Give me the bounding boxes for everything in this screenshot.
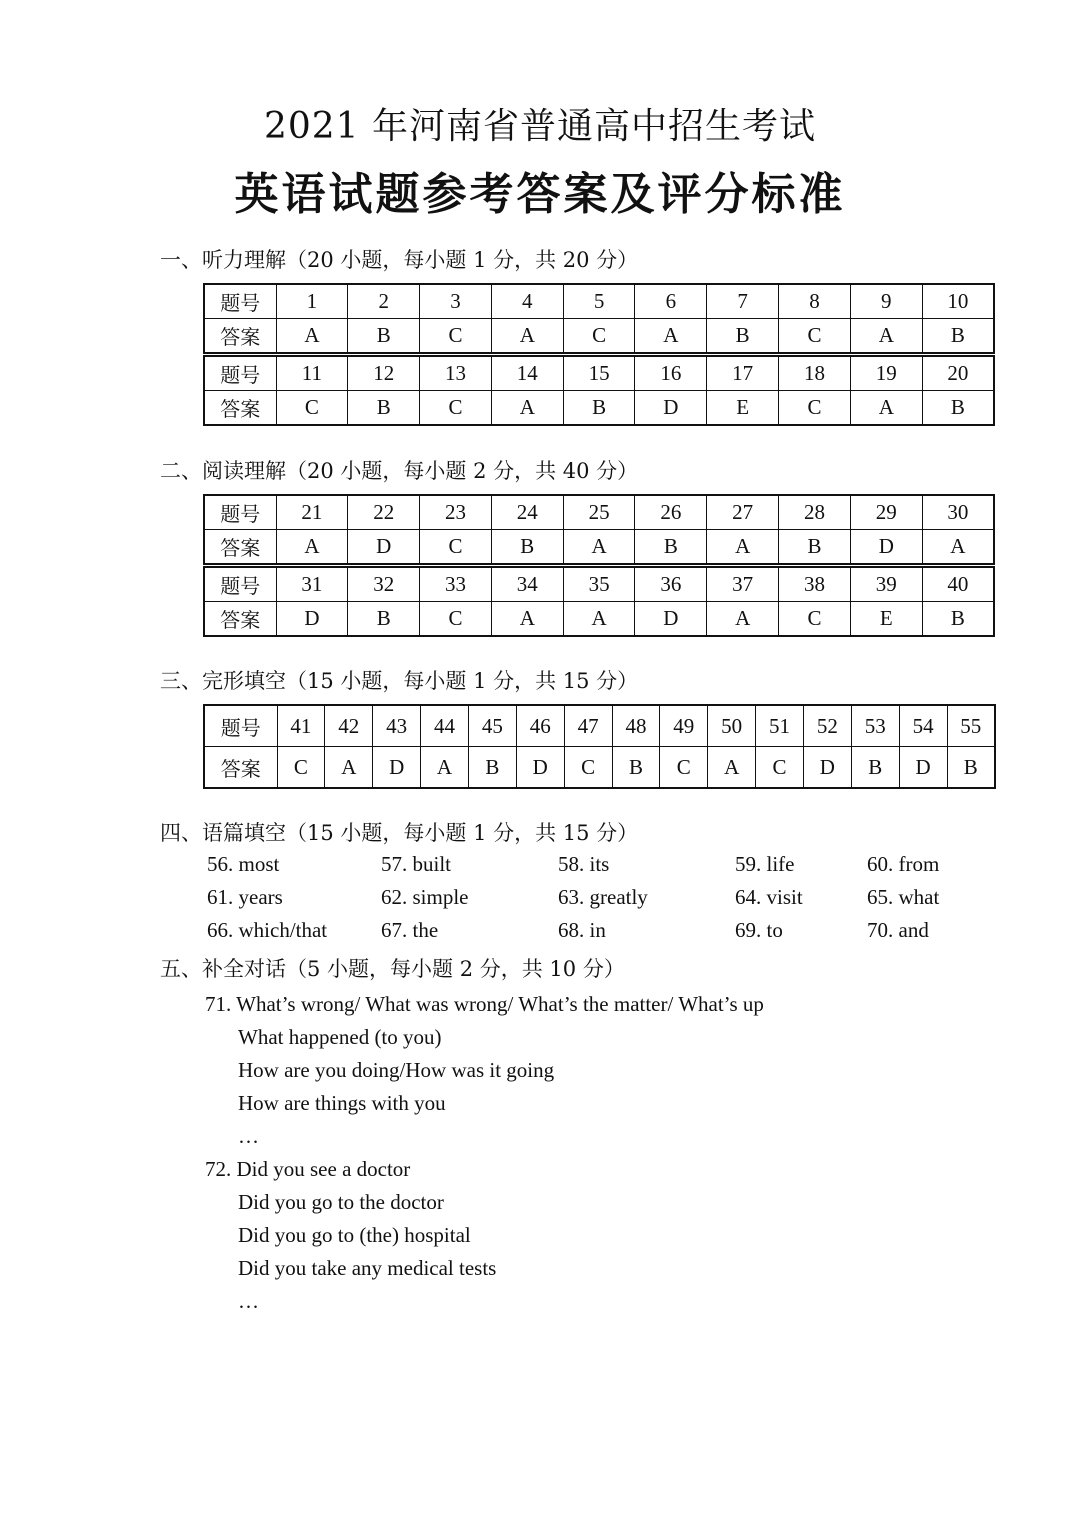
question-number: 49 [660, 705, 708, 747]
ellipsis: … [238, 1124, 259, 1148]
dialogue-answers [205, 988, 764, 1318]
answer-cell: C [779, 319, 851, 355]
answer-cell: A [707, 530, 779, 566]
answer-cell: D [850, 530, 922, 566]
question-number: 28 [779, 495, 851, 530]
cloze-answer-table [203, 704, 996, 789]
question-number: 53 [851, 705, 899, 747]
question-number: 18 [779, 355, 851, 391]
answer-cell: C [420, 319, 492, 355]
answer-row [207, 885, 1007, 918]
question-number: 45 [468, 705, 516, 747]
question-number: 40 [922, 566, 994, 602]
answer-cell: B [491, 530, 563, 566]
answer-line: Did you take any medical tests [238, 1256, 497, 1280]
answer-cell: A [707, 602, 779, 637]
question-number: 12 [348, 355, 420, 391]
answer-item: 59. life [735, 852, 795, 876]
question-number: 29 [850, 495, 922, 530]
question-number: 54 [899, 705, 947, 747]
question-number: 11 [276, 355, 348, 391]
answer-cell: B [707, 319, 779, 355]
reading-answer-table [203, 494, 995, 637]
answer-cell: A [708, 747, 756, 789]
answer-item: 62. simple [381, 885, 469, 909]
section-heading-passage-fill: 四、语篇填空（15 小题，每小题 1 分，共 15 分） [160, 821, 639, 845]
question-number: 50 [708, 705, 756, 747]
answer-cell: B [348, 602, 420, 637]
section-heading-reading: 二、阅读理解（20 小题，每小题 2 分，共 40 分） [160, 459, 639, 483]
answer-item: 56. most [207, 852, 280, 876]
answer-label: 答案 [204, 602, 276, 637]
number-label: 题号 [204, 495, 276, 530]
answer-cell: B [563, 391, 635, 426]
answer-cell: B [348, 391, 420, 426]
answer-cell: C [779, 602, 851, 637]
question-number: 51 [756, 705, 804, 747]
answer-item: 68. in [558, 918, 606, 942]
question-number: 25 [563, 495, 635, 530]
question-number: 21 [276, 495, 348, 530]
question-number: 23 [420, 495, 492, 530]
answer-item: 69. to [735, 918, 783, 942]
section-heading-listening: 一、听力理解（20 小题，每小题 1 分，共 20 分） [160, 248, 639, 272]
answer-row [204, 747, 995, 789]
answer-cell: B [348, 319, 420, 355]
dialogue-item-71 [205, 988, 764, 1021]
question-number: 32 [348, 566, 420, 602]
question-number: 35 [563, 566, 635, 602]
answer-cell: D [899, 747, 947, 789]
answer-item: 57. built [381, 852, 452, 876]
answer-item: 64. visit [735, 885, 803, 909]
number-row [204, 284, 994, 319]
question-number: 13 [420, 355, 492, 391]
question-number: 4 [491, 284, 563, 319]
answer-cell: E [850, 602, 922, 637]
answer-cell: C [779, 391, 851, 426]
question-number: 6 [635, 284, 707, 319]
question-number: 30 [922, 495, 994, 530]
question-number: 2 [348, 284, 420, 319]
number-row [204, 705, 995, 747]
question-number: 19 [850, 355, 922, 391]
answer-cell: A [491, 391, 563, 426]
question-number: 3 [420, 284, 492, 319]
answer-item: 60. from [867, 852, 940, 876]
answer-cell: B [922, 319, 994, 355]
section-heading-cloze: 三、完形填空（15 小题，每小题 1 分，共 15 分） [160, 669, 639, 693]
question-number: 43 [373, 705, 421, 747]
answer-cell: D [373, 747, 421, 789]
answer-cell: E [707, 391, 779, 426]
question-number: 39 [850, 566, 922, 602]
answer-line: Did you go to the doctor [238, 1190, 444, 1214]
number-label: 题号 [204, 705, 277, 747]
answer-cell: A [491, 319, 563, 355]
answer-cell: B [612, 747, 660, 789]
answer-line: Did you see a doctor [236, 1157, 411, 1181]
question-number: 55 [947, 705, 995, 747]
answer-row [204, 602, 994, 637]
answer-row [204, 530, 994, 566]
question-number: 5 [563, 284, 635, 319]
question-number: 15 [563, 355, 635, 391]
answer-cell: D [348, 530, 420, 566]
question-number: 48 [612, 705, 660, 747]
question-number: 42 [325, 705, 373, 747]
item-number: 71. [205, 992, 232, 1016]
question-number: 10 [922, 284, 994, 319]
answer-cell: B [922, 391, 994, 426]
answer-cell: D [516, 747, 564, 789]
answer-item: 63. greatly [558, 885, 648, 909]
document-title: 英语试题参考答案及评分标准 [234, 169, 846, 220]
answer-label: 答案 [204, 319, 276, 355]
question-number: 37 [707, 566, 779, 602]
number-label: 题号 [204, 566, 276, 602]
answer-cell: B [779, 530, 851, 566]
answer-cell: C [420, 391, 492, 426]
answer-cell: A [421, 747, 469, 789]
answer-line: What happened (to you) [238, 1025, 442, 1049]
answer-label: 答案 [204, 747, 277, 789]
answer-cell: D [635, 602, 707, 637]
listening-answer-table [203, 283, 995, 426]
question-number: 17 [707, 355, 779, 391]
number-label: 题号 [204, 284, 276, 319]
answer-label: 答案 [204, 530, 276, 566]
question-number: 46 [516, 705, 564, 747]
answer-cell: B [947, 747, 995, 789]
answer-row [207, 918, 1007, 951]
answer-line: How are things with you [238, 1091, 446, 1115]
question-number: 26 [635, 495, 707, 530]
answer-cell: C [564, 747, 612, 789]
number-row [204, 566, 994, 602]
question-number: 44 [421, 705, 469, 747]
answer-cell: C [420, 530, 492, 566]
answer-line: What’s wrong/ What was wrong/ What’s the matter/ What’s up [236, 992, 764, 1016]
answer-cell: B [922, 602, 994, 637]
answer-row [207, 852, 1007, 885]
answer-cell: A [850, 391, 922, 426]
answer-cell: A [922, 530, 994, 566]
answer-cell: C [563, 319, 635, 355]
answer-cell: A [635, 319, 707, 355]
answer-cell: C [756, 747, 804, 789]
question-number: 36 [635, 566, 707, 602]
answer-line: How are you doing/How was it going [238, 1058, 555, 1082]
question-number: 16 [635, 355, 707, 391]
question-number: 7 [707, 284, 779, 319]
item-number: 72. [205, 1157, 232, 1181]
answer-cell: A [276, 319, 348, 355]
question-number: 20 [922, 355, 994, 391]
answer-item: 67. the [381, 918, 439, 942]
exam-title: 2021 年河南省普通高中招生考试 [263, 106, 817, 147]
dialogue-item-72 [205, 1153, 764, 1186]
question-number: 24 [491, 495, 563, 530]
question-number: 1 [276, 284, 348, 319]
number-row [204, 495, 994, 530]
answer-cell: D [635, 391, 707, 426]
answer-cell: C [420, 602, 492, 637]
number-row [204, 355, 994, 391]
answer-cell: A [325, 747, 373, 789]
answer-row [204, 319, 994, 355]
answer-cell: A [491, 602, 563, 637]
answer-cell: A [850, 319, 922, 355]
answer-cell: B [468, 747, 516, 789]
answer-cell: B [851, 747, 899, 789]
passage-fill-answers [207, 852, 1007, 951]
answer-cell: A [563, 530, 635, 566]
answer-cell: C [276, 391, 348, 426]
answer-item: 61. years [207, 885, 283, 909]
answer-line: Did you go to (the) hospital [238, 1223, 471, 1247]
question-number: 47 [564, 705, 612, 747]
question-number: 22 [348, 495, 420, 530]
answer-cell: D [803, 747, 851, 789]
question-number: 52 [803, 705, 851, 747]
section-heading-dialogue: 五、补全对话（5 小题，每小题 2 分，共 10 分） [160, 957, 625, 981]
question-number: 27 [707, 495, 779, 530]
answer-cell: C [660, 747, 708, 789]
answer-label: 答案 [204, 391, 276, 426]
question-number: 41 [277, 705, 325, 747]
answer-cell: A [276, 530, 348, 566]
question-number: 31 [276, 566, 348, 602]
answer-item: 58. its [558, 852, 610, 876]
answer-cell: B [635, 530, 707, 566]
ellipsis: … [238, 1289, 259, 1313]
question-number: 34 [491, 566, 563, 602]
question-number: 14 [491, 355, 563, 391]
answer-item: 66. which/that [207, 918, 328, 942]
answer-cell: D [276, 602, 348, 637]
answer-item: 70. and [867, 918, 929, 942]
answer-row [204, 391, 994, 426]
question-number: 38 [779, 566, 851, 602]
answer-cell: A [563, 602, 635, 637]
question-number: 8 [779, 284, 851, 319]
question-number: 33 [420, 566, 492, 602]
answer-cell: C [277, 747, 325, 789]
question-number: 9 [850, 284, 922, 319]
number-label: 题号 [204, 355, 276, 391]
answer-item: 65. what [867, 885, 940, 909]
